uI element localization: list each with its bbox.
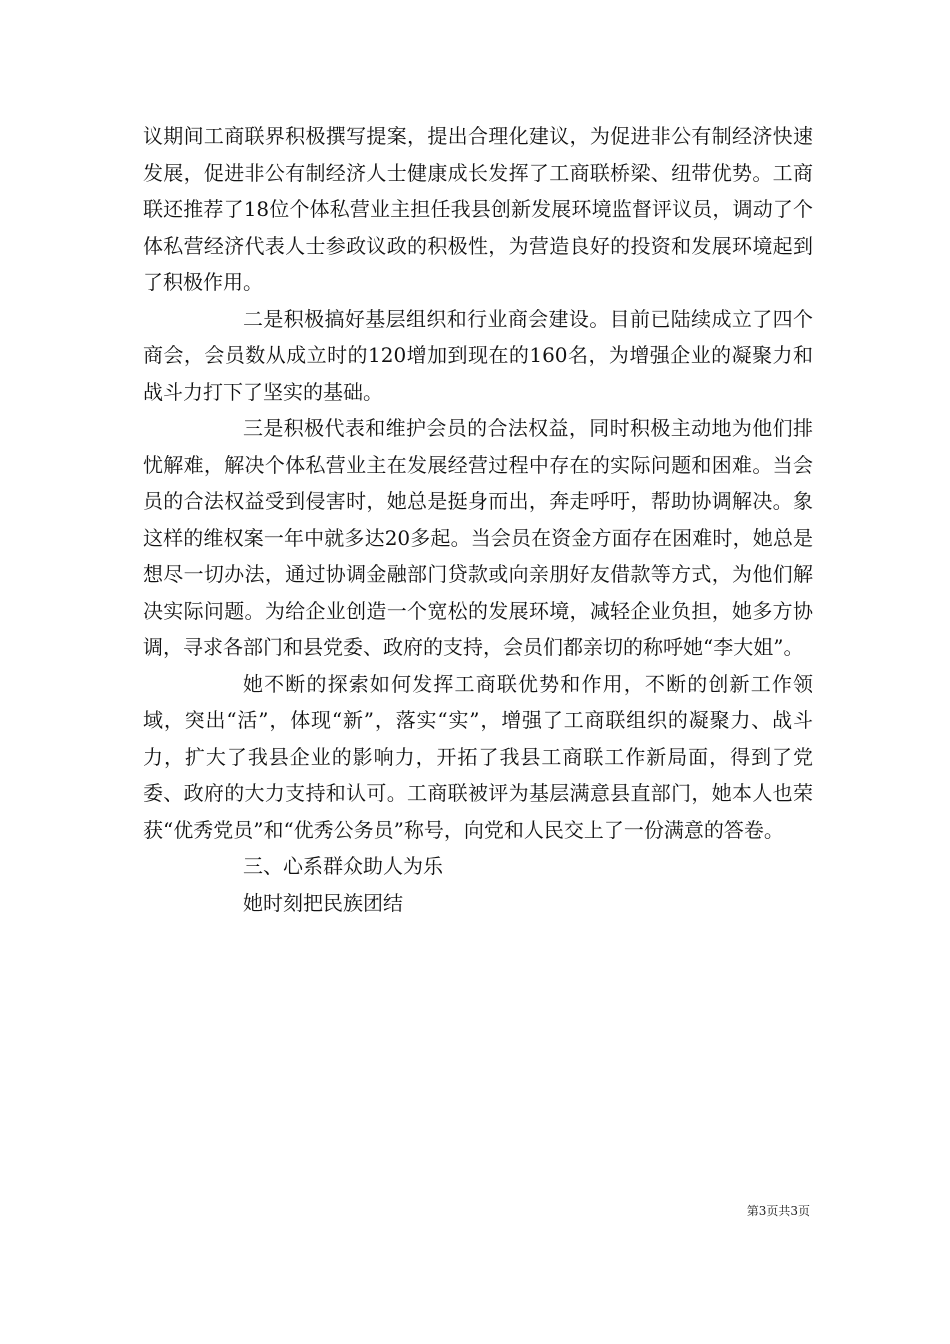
section-heading: 三、心系群众助人为乐 <box>243 854 443 878</box>
paragraph-member-rights: 三是积极代表和维护会员的合法权益，同时积极主动地为他们排忧解难，解决个体私营业主在发展经营过程中存在的实际问题和困难。当会员的合法权益受到侵害时，她总是挺身而出，奔走呼吁，帮助协调解决。象这样的维权案一年中就多达20多起。当会员在资金方面存在困难时，她总是想尽一切办法，通过协调金融部门贷款或向亲朋好友借款等方式，为他们解决实际问题。为给企业创造一个宽松的发展环境，减轻企业负担，她多方协调，寻求各部门和县党委、政府的支持，会员们都亲切的称呼她“李大姐”。 <box>143 416 813 659</box>
paragraph-chamber-construction: 二是积极搞好基层组织和行业商会建设。目前已陆续成立了四个商会，会员数从成立时的120增加到现在的160名，为增强企业的凝聚力和战斗力打下了坚实的基础。 <box>143 306 813 404</box>
paragraph-innovation: 她不断的探索如何发挥工商联优势和作用，不断的创新工作领域，突出“活”，体现“新”，落实“实”，增强了工商联组织的凝聚力、战斗力，扩大了我县企业的影响力，开拓了我县工商联工作新局面，得到了党委、政府的大力支持和认可。工商联被评为基层满意县直部门，她本人也荣获“优秀党员”和“优秀公务员”称号，向党和人民交上了一份满意的答卷。 <box>143 671 813 842</box>
document-body <box>143 118 813 921</box>
page-number: 第3页共3页 <box>746 1204 810 1218</box>
paragraph-continuation: 议期间工商联界积极撰写提案，提出合理化建议，为促进非公有制经济快速发展，促进非公有制经济人士健康成长发挥了工商联桥梁、纽带优势。工商联还推荐了18位个体私营业主担任我县创新发展环境监督评议员，调动了个体私营经济代表人士参政议政的积极性，为营造良好的投资和发展环境起到了积极作用。 <box>143 124 813 294</box>
paragraph-ethnic-unity: 她时刻把民族团结 <box>243 890 403 915</box>
